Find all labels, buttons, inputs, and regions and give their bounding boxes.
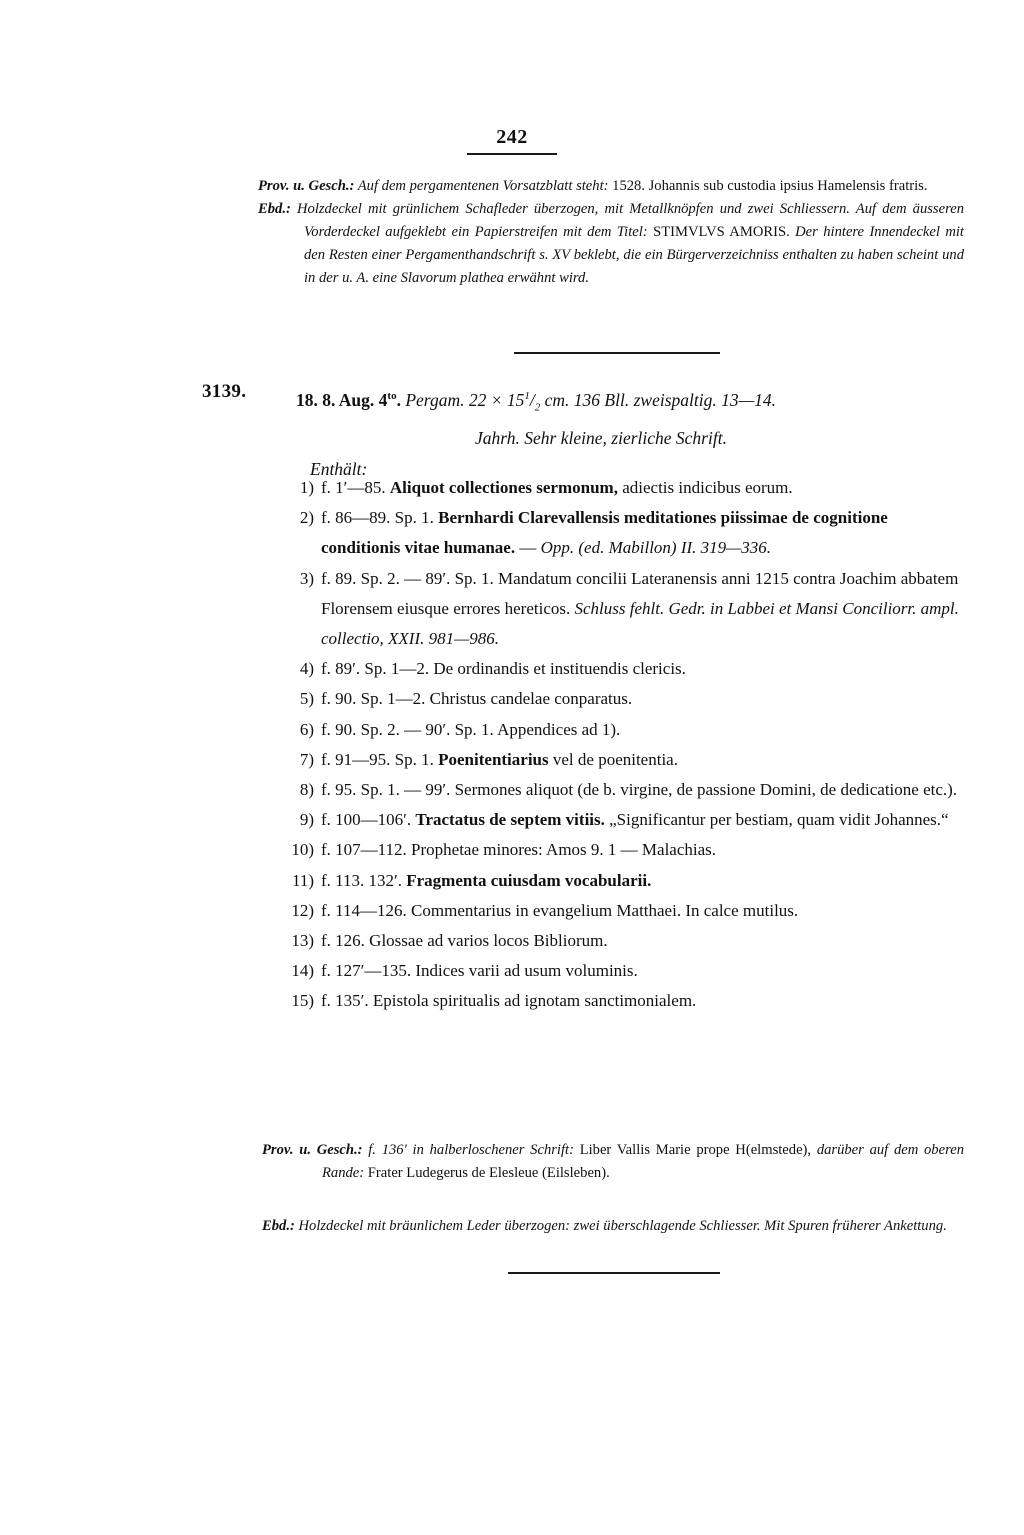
contents-item-text (321, 715, 964, 745)
contents-item-segment-roman: f. 91—95. Sp. 1. (321, 749, 439, 769)
contents-item-segment-roman: f. 127′—135. Indices varii ad usum voluminis. (321, 961, 638, 981)
contents-item (276, 986, 964, 1016)
contents-item-segment-italic: Opp. (ed. Mabillon) II. 319—336. (540, 538, 772, 558)
contents-item-number: 13) (291, 931, 314, 951)
contents-item-text (321, 684, 964, 714)
contents-item-number: 9) (299, 810, 314, 830)
contents-item (276, 896, 964, 926)
contents-item-segment-roman: f. 107—112. Prophetae minores: Amos 9. 1 — Malachias. (321, 840, 717, 860)
note-ebd-bottom (262, 1215, 964, 1238)
entry-contents-list (276, 473, 964, 1017)
note-prov-gesch-top (258, 175, 964, 198)
entry-heading (296, 381, 964, 485)
section-rule-top (514, 352, 720, 354)
contents-item-number: 3) (299, 568, 314, 588)
contents-item-segment-roman: f. 135′. Epistola spiritualis ad ignotam sanctimonialem. (321, 991, 697, 1011)
entry-material-dimensions: Pergam. 22 × 15 (400, 389, 525, 410)
note-segment-italic: Der hintere Innendeckel mit den Resten einer Pergamenthandschrift s. XV beklebt, die ein Bürgerverzeichniss enthalten zu haben scheint und in der u. A. eine Slavorum plathea erwähnt wird. (304, 224, 964, 286)
contents-item (276, 473, 964, 503)
contents-item-number: 1) (299, 478, 314, 497)
contents-item-number: 15) (291, 991, 314, 1011)
fraction-numerator: 1 (524, 390, 530, 402)
contents-item (276, 654, 964, 684)
contents-item-segment-roman: f. 90. Sp. 2. — 90′. Sp. 1. Appendices ad 1). (321, 719, 621, 739)
contents-item-text (321, 805, 964, 835)
note-label: Ebd.: (262, 1218, 295, 1234)
contents-item-segment-roman: — (515, 538, 541, 558)
note-label: Prov. u. Gesch.: (258, 178, 355, 194)
contents-item-number: 6) (299, 719, 314, 739)
contents-item (276, 956, 964, 986)
contents-item-segment-roman: f. 126. Glossae ad varios locos Bibliorum. (321, 931, 608, 951)
contents-item-text (321, 956, 964, 986)
contents-item-number: 11) (291, 870, 314, 890)
entry-number: 3139. (202, 381, 247, 402)
contents-item-number: 12) (291, 900, 314, 920)
contents-item-number: 4) (299, 659, 314, 679)
contents-item-segment-roman: adiectis indicibus eorum. (617, 478, 793, 497)
contents-item-text (321, 926, 964, 956)
note-segment-italic: Holzdeckel mit grünlichem Schafleder überzogen, mit Metallknöpfen und zwei Schliessern. Auf dem äusseren Vorderdeckel aufgeklebt ein Papierstreifen mit dem Titel: (290, 201, 964, 240)
contents-item (276, 926, 964, 956)
contents-item-segment-roman: f. 89′. Sp. 1—2. De ordinandis et instituendis clericis. (321, 659, 686, 679)
contents-item-number: 5) (299, 689, 314, 709)
contents-item-text (321, 654, 964, 684)
note-ebd-top (258, 198, 964, 290)
contents-item-number: 14) (291, 961, 314, 981)
contents-item (276, 503, 964, 563)
contents-item-text (321, 745, 964, 775)
contents-item-segment-bold: Aliquot collectiones sermonum, (389, 478, 618, 497)
contents-item (276, 866, 964, 896)
contents-item-segment-roman: „Significantur per bestiam, quam vidit Johannes.“ (604, 810, 949, 830)
section-rule-bottom (508, 1272, 720, 1274)
contents-item (276, 745, 964, 775)
note-prov-gesch-bottom (262, 1139, 964, 1186)
note-paragraph (262, 1139, 964, 1186)
contents-item-text (321, 896, 964, 926)
contents-item-segment-roman: f. 113. 132′. (321, 870, 407, 890)
contents-item-segment-bold: Poenitentiarius (438, 749, 549, 769)
contents-item (276, 835, 964, 865)
contents-item-segment-bold: Fragmenta cuiusdam vocabularii. (406, 870, 652, 890)
entry-contains-label: Enthält: (310, 459, 368, 480)
contents-item (276, 775, 964, 805)
contents-item-number: 8) (299, 780, 314, 800)
contents-item-segment-bold: Bernhardi Clarevallensis meditationes piissimae de cognitione conditionis vitae humanae. (321, 508, 888, 558)
contents-item-text (321, 775, 964, 805)
note-segment-roman: Frater Ludegerus de Elesleue (Eilsleben). (364, 1165, 610, 1182)
entry-format-label: 18. 8. Aug. 4 (296, 389, 388, 410)
contents-item (276, 684, 964, 714)
folio-rule (467, 153, 557, 155)
contents-item (276, 805, 964, 835)
page-header (0, 126, 1024, 155)
contents-item-segment-roman: f. 90. Sp. 1—2. Christus candelae conparatus. (321, 689, 633, 709)
contents-item-segment-roman: f. 89. Sp. 2. — 89′. Sp. 1. Mandatum concilii Lateranensis anni 1215 contra Joachim abbatem Florensem eiusque errores hereticos. (321, 568, 959, 618)
contents-item-text (321, 564, 964, 655)
page-number: 242 (496, 126, 528, 148)
entry-heading-line2: Jahrh. Sehr kleine, zierliche Schrift. (475, 428, 727, 449)
contents-item-number: 2) (299, 508, 314, 528)
note-label: Prov. u. Gesch.: (262, 1142, 363, 1158)
note-paragraph (262, 1215, 964, 1238)
entry-format-period: . (396, 389, 401, 410)
contents-item-text (321, 986, 964, 1016)
contents-item-number: 7) (299, 749, 314, 769)
contents-item (276, 715, 964, 745)
contents-item (276, 564, 964, 655)
entry-format-superscript: to (387, 390, 397, 402)
contents-item-segment-roman: f. 100—106′. (321, 810, 416, 830)
contents-item-segment-roman: vel de poenitentia. (548, 749, 678, 769)
fraction-denominator: 2 (534, 401, 541, 414)
contents-item-segment-roman: f. 1′—85. (321, 478, 390, 497)
contents-item-segment-roman: f. 114—126. Commentarius in evangelium Matthaei. In calce mutilus. (321, 900, 799, 920)
note-segment-roman: Liber Vallis Marie prope H(elmstede), (573, 1142, 812, 1158)
note-segment-roman: 1528. Johannis sub custodia ipsius Hamelensis fratris. (608, 178, 928, 194)
contents-item-text (321, 835, 964, 865)
contents-item-text (321, 866, 964, 896)
note-segment-italic: Holzdeckel mit bräunlichem Leder überzogen: zwei überschlagende Schliesser. Mit Spuren früherer Ankettung. (294, 1218, 947, 1234)
contents-item-segment-roman: f. 86—89. Sp. 1. (321, 508, 439, 528)
contents-item-segment-italic: Schluss fehlt. Gedr. in Labbei et Mansi Conciliorr. ampl. collectio, XXII. 981—986. (321, 598, 959, 649)
contents-item-number: 10) (291, 840, 314, 860)
note-label: Ebd.: (258, 201, 291, 217)
note-segment-italic: f. 136′ in halberloschener Schrift: (362, 1142, 574, 1158)
contents-item-text (321, 503, 964, 563)
entry-fraction: $^1/_2$ (524, 389, 541, 414)
note-segment-roman: STIMVLVS AMORIS. (647, 224, 790, 240)
contents-item-segment-bold: Tractatus de septem vitiis. (415, 810, 605, 830)
note-segment-italic: darüber auf dem oberen Rande: (322, 1142, 964, 1182)
contents-item-segment-roman: f. 95. Sp. 1. — 99′. Sermones aliquot (de b. virgine, de passione Domini, de dedicatione etc.). (321, 780, 958, 800)
entry-extent: cm. 136 Bll. zweispaltig. 13—14. (540, 389, 777, 410)
contents-item-text (321, 473, 964, 503)
note-segment-italic: Auf dem pergamentenen Vorsatzblatt steht: (354, 178, 609, 194)
top-notes (258, 175, 964, 290)
